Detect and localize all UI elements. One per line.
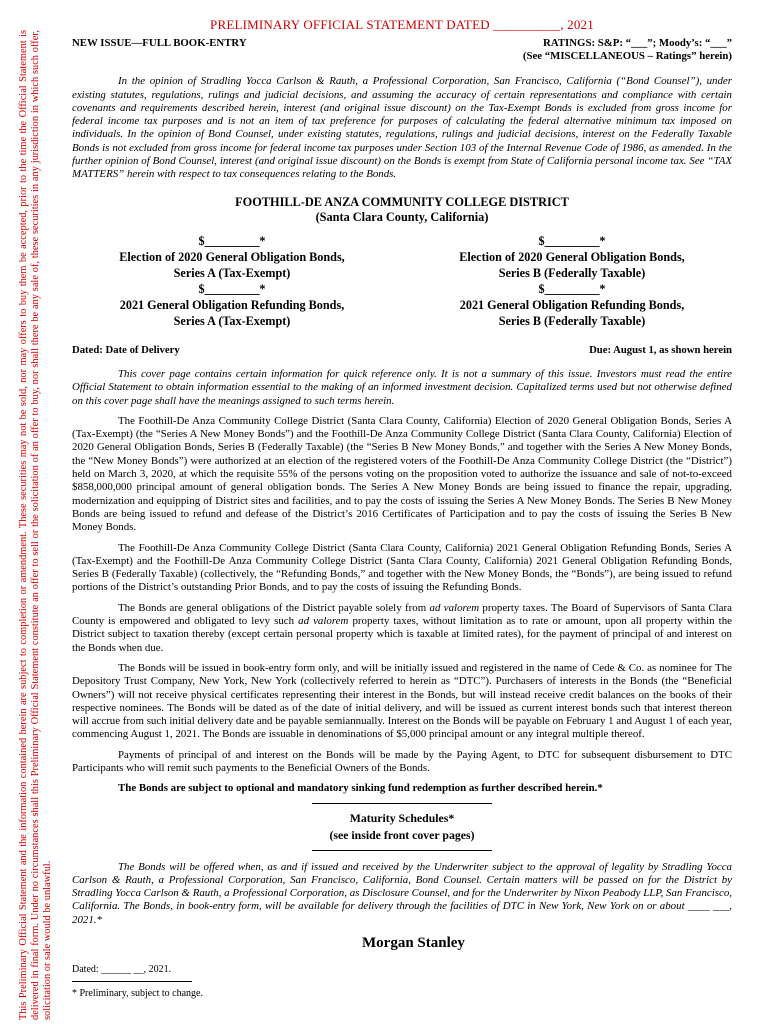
series-a-amount: $_________* <box>198 233 266 248</box>
refunding-a-title: 2021 General Obligation Refunding Bonds, <box>119 297 345 312</box>
cover-page <box>72 17 732 1000</box>
series-a-column <box>72 233 392 329</box>
series-b-title: Election of 2020 General Obligation Bonds, <box>459 249 685 264</box>
new-issue-label: NEW ISSUE—FULL BOOK-ENTRY <box>72 37 247 50</box>
security-text: property taxes, without limitation as to rate or amount, upon all property within the District subject to taxation thereby (except certain personal property which is taxable at limited rates), for the payment of principal of and interest on the Bonds when due. <box>72 615 732 654</box>
series-a-label: Series A (Tax-Exempt) <box>173 265 291 280</box>
offering-paragraph: The Bonds will be offered when, as and if issued and received by the Underwriter subject to the approval of legality by Stradling Yocca Carlson & Rauth, a Professional Corporation, San Francisco, California, Bond Counsel. Certain matters will be passed on for the District by Stradling Yocca Carlson & Rauth, a Professional Corporation, as Disclosure Counsel, and for the Underwriter by Nixon Peabody LLP, San Francisco, California. The Bonds, in book-entry form, will be available for delivery through the facilities of DTC in New York, New York on or about ____ ___, 2021.* <box>72 860 732 926</box>
underwriter-name: Morgan Stanley <box>362 935 465 952</box>
dated-due-row <box>72 344 732 357</box>
divider-bottom <box>312 850 492 851</box>
ratings-line: RATINGS: S&P: “___”; Moody’s: “___” <box>543 37 732 50</box>
cover-page-note: This cover page contains certain information for quick reference only. It is not a summary of this issue. Investors must read the entire Official Statement to obtain information essential to the making of an informed investment decision. Capitalized terms used but not otherwise defined on this cover page shall have the meanings assigned to such terms herein. <box>72 367 732 407</box>
ad-valorem-term: ad valorem <box>429 601 480 614</box>
footnote-rule <box>72 981 192 982</box>
preliminary-heading: PRELIMINARY OFFICIAL STATEMENT DATED __________, 2021 <box>210 17 594 32</box>
ratings-reference: (See “MISCELLANEOUS – Ratings” herein) <box>522 50 732 63</box>
district-county: (Santa Clara County, California) <box>315 209 489 224</box>
ad-valorem-term: ad valorem <box>298 615 349 628</box>
dated-label: Dated: Date of Delivery <box>72 343 180 356</box>
due-label: Due: August 1, as shown herein <box>589 343 732 356</box>
side-disclaimer: This Preliminary Official Statement and the information contained herein are subject to completion or amendment. These securities may not be sold, nor may offers to buy them be accepted, prior to the time the Official Statement is delivered in final form. Under no circumstances shall this Preliminary Official Statement constitute an offer to sell or the solicitation of an offer to buy, nor shall there be any sale of, these securities in any jurisdiction in which such offer, solicitation or sale would be unlawful. <box>18 30 54 1020</box>
footer <box>72 935 732 1000</box>
bond-series-columns <box>72 233 732 329</box>
bond-counsel-opinion: In the opinion of Stradling Yocca Carlson & Rauth, a Professional Corporation, San Francisco, California (“Bond Counsel”), under existing statutes, regulations, rulings and judicial decisions, and assuming the accuracy of certain representations and compliance with certain covenants and requirements described herein, interest (and original issue discount) on the Tax-Exempt Bonds is excluded from gross income for federal income tax purposes and is not an item of tax preference for purposes of calculating the federal alternative minimum tax imposed on individuals. In the opinion of Bond Counsel, under existing statutes, regulations, rulings and judicial decisions, interest on the Federally Taxable Bonds is not excluded from gross income for federal income tax purposes under Section 103 of the Internal Revenue Code of 1986, as amended. In the further opinion of Bond Counsel, interest (and original issue discount) on the Bonds is exempt from State of California personal income tax. See “TAX MATTERS” herein with respect to tax consequences relating to the Bonds. <box>72 75 732 181</box>
footnote: * Preliminary, subject to change. <box>72 988 203 1000</box>
paragraph-refunding-bonds: The Foothill-De Anza Community College District (Santa Clara County, California) 2021 General Obligation Refunding Bonds, Series A (Tax-Exempt) and the Foothill-De Anza Community College District (Santa Clara County, California) 2021 General Obligation Refunding Bonds, Series B (Federally Taxable) (collectively, the “Refunding Bonds,” and together with the New Money Bonds, the “Bonds”), are being issued to refund portions of the District’s outstanding Prior Bonds, and to pay the costs of issuing the Refunding Bonds. <box>72 541 732 594</box>
district-heading <box>72 195 732 225</box>
district-name: FOOTHILL-DE ANZA COMMUNITY COLLEGE DISTRICT <box>235 194 569 209</box>
refunding-b-amount: $_________* <box>538 281 606 296</box>
refunding-b-title: 2021 General Obligation Refunding Bonds, <box>459 297 685 312</box>
series-b-amount: $_________* <box>538 233 606 248</box>
security-text: The Bonds are general obligations of the District payable solely from <box>118 601 430 614</box>
refunding-a-amount: $_________* <box>198 281 266 296</box>
paragraph-security <box>72 602 732 655</box>
series-b-column <box>412 233 732 329</box>
series-b-label: Series B (Federally Taxable) <box>498 265 646 280</box>
series-a-title: Election of 2020 General Obligation Bonds, <box>119 249 345 264</box>
ratings-block <box>523 37 732 63</box>
maturity-title: Maturity Schedules* <box>349 810 455 825</box>
issue-ratings-row <box>72 37 732 63</box>
paragraph-new-money-bonds: The Foothill-De Anza Community College District (Santa Clara County, California) Election of 2020 General Obligation Bonds, Series A (Tax-Exempt) (the “Series A New Money Bonds”) and the Foothill-De Anza Community College District (Santa Clara County, California) Election of 2020 General Obligation Bonds, Series B (Federally Taxable) (the “Series B New Money Bonds,” and together with the Series A New Money Bonds, the “New Money Bonds”) were authorized at an election of the registered voters of the Foothill-De Anza Community College District (the “District”) held on March 3, 2020, at which the requisite 55% of the persons voting on the proposition voted to authorize the issuance and sale of not-to-exceed $858,000,000 principal amount of general obligation bonds. The Series A New Money Bonds are being issued to finance the repair, upgrading, modernization and equipping of District sites and facilities, and to pay the costs of issuing the Series A New Money Bonds. The Series B New Money Bonds are being issued to refund and defease of the District’s 2016 Certificates of Participation and to pay the costs of issuing the Series B New Money Bonds. <box>72 414 732 534</box>
paragraph-book-entry: The Bonds will be issued in book-entry form only, and will be initially issued and registered in the name of Cede & Co. as nominee for The Depository Trust Company, New York, New York (collectively referred to herein as “DTC”). Purchasers of interests in the Bonds (the “Beneficial Owners”) will not receive physical certificates representing their interest in the Bonds, but will instead receive credit balances on the books of their respective nominees. The Bonds will be dated as of the date of initial delivery, and will be issued as current interest bonds such that interest thereon will accrue from such initial delivery date and be payable semiannually. Interest on the Bonds will be payable on February 1 and August 1 of each year, commencing August 1, 2021. The Bonds are issuable in denominations of $5,000 principal amount or any integral multiple thereof. <box>72 661 732 741</box>
maturity-schedules <box>72 810 732 844</box>
refunding-a-label: Series A (Tax-Exempt) <box>173 313 291 328</box>
maturity-reference: (see inside front cover pages) <box>329 827 475 842</box>
refunding-b-label: Series B (Federally Taxable) <box>498 313 646 328</box>
divider-top <box>312 803 492 804</box>
paragraph-redemption: The Bonds are subject to optional and mandatory sinking fund redemption as further described herein.* <box>118 782 603 795</box>
footer-dated: Dated: ______ __, 2021. <box>72 964 172 976</box>
security-text: property taxes. The Board of Supervisors of Santa Clara County is empowered and obligated to levy such <box>72 601 732 628</box>
paragraph-payments: Payments of principal of and interest on the Bonds will be made by the Paying Agent, to DTC for subsequent disbursement to DTC Participants who will remit such payments to the Beneficial Owners of the Bonds. <box>72 748 732 774</box>
